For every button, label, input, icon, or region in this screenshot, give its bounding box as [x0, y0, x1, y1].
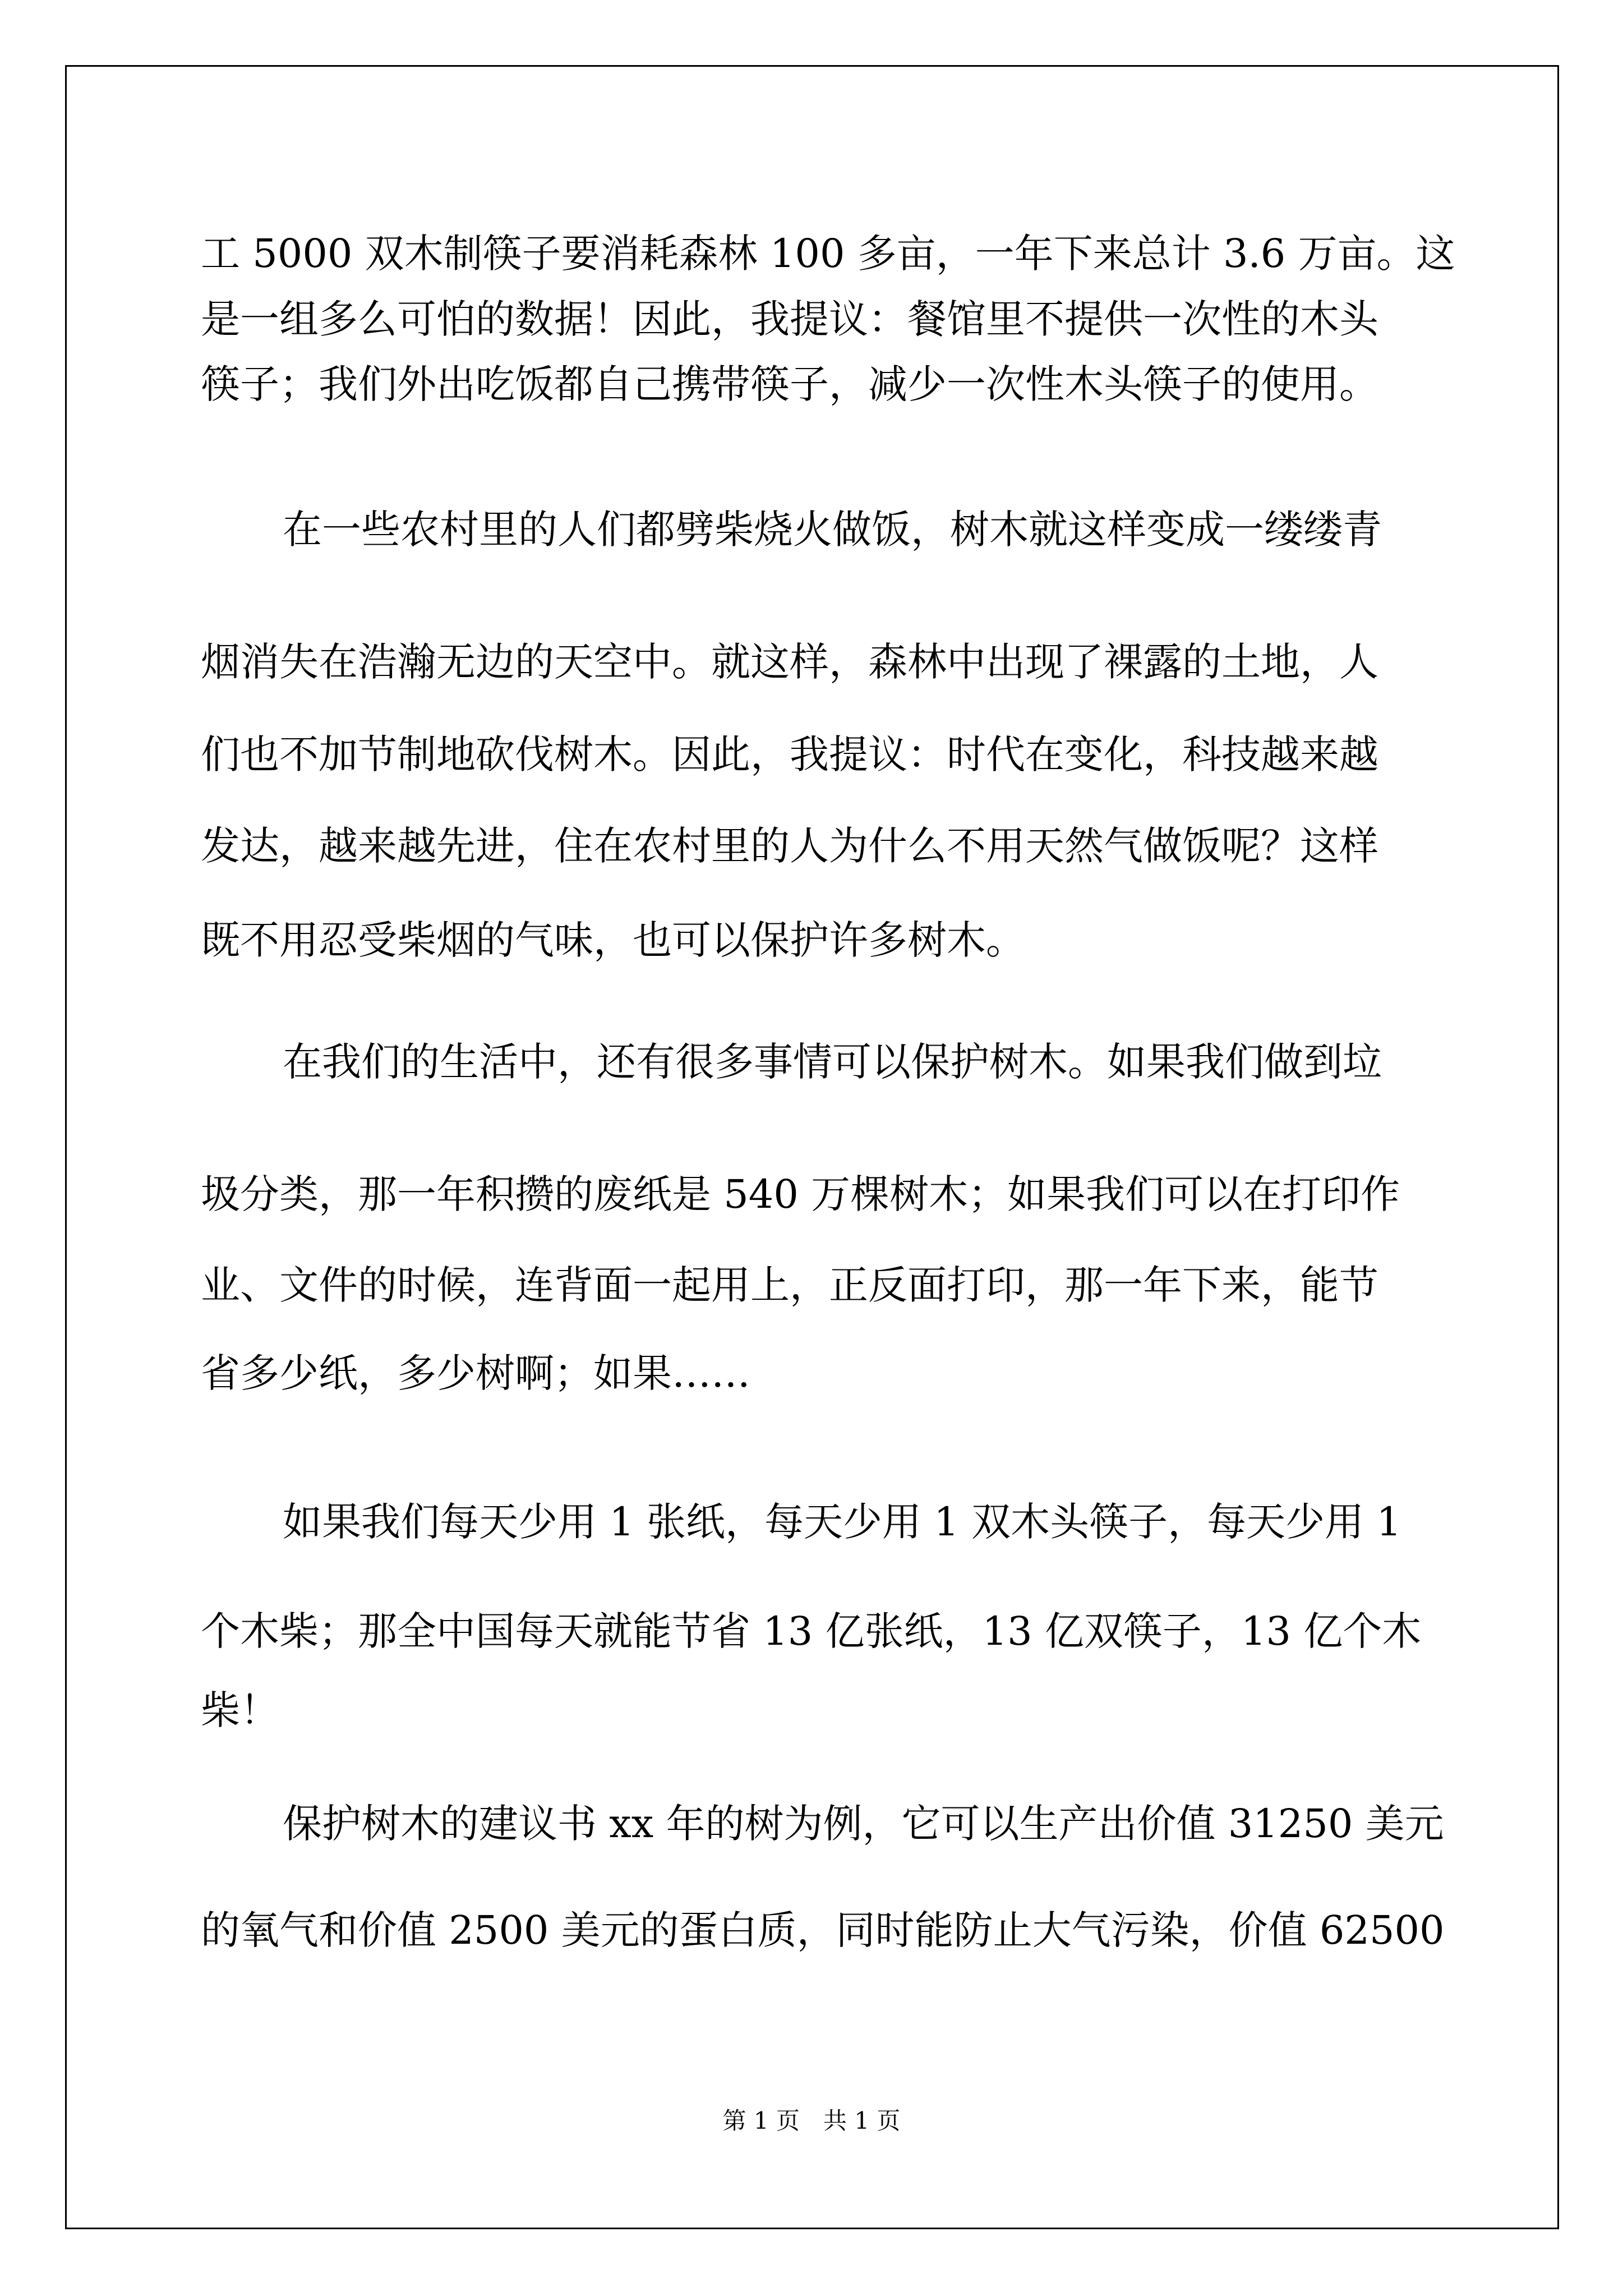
text-line: 如果我们每天少用 1 张纸，每天少用 1 双木头筷子，每天少用 1 — [283, 1499, 1401, 1545]
text-line: 既不用忍受柴烟的气味，也可以保护许多树木。 — [201, 917, 1025, 963]
text-line: 们也不加节制地砍伐树木。因此，我提议：时代在变化，科技越来越 — [201, 731, 1378, 777]
text-line: 工 5000 双木制筷子要消耗森林 100 多亩，一年下来总计 3.6 万亩。这 — [201, 231, 1455, 277]
text-line: 在一些农村里的人们都劈柴烧火做饭，树木就这样变成一缕缕青 — [283, 507, 1382, 553]
page-number-footer: 第 1 页 共 1 页 — [722, 2107, 901, 2134]
text-line: 烟消失在浩瀚无边的天空中。就这样，森林中出现了裸露的土地，人 — [201, 639, 1378, 685]
text-line: 个木柴；那全中国每天就能节省 13 亿张纸，13 亿双筷子，13 亿个木 — [201, 1608, 1422, 1654]
text-line: 在我们的生活中，还有很多事情可以保护树木。如果我们做到垃 — [283, 1039, 1382, 1085]
text-line: 发达，越来越先进，住在农村里的人为什么不用天然气做饭呢？这样 — [201, 823, 1378, 869]
text-line: 保护树木的建议书 xx 年的树为例，它可以生产出价值 31250 美元 — [283, 1801, 1444, 1847]
text-line: 省多少纸，多少树啊；如果…… — [201, 1350, 750, 1396]
text-line: 业、文件的时候，连背面一起用上，正反面打印，那一年下来，能节 — [201, 1262, 1378, 1308]
text-line: 圾分类，那一年积攒的废纸是 540 万棵树木；如果我们可以在打印作 — [201, 1171, 1400, 1217]
text-line: 的氧气和价值 2500 美元的蛋白质，同时能防止大气污染，价值 62500 — [201, 1907, 1445, 1953]
text-line: 是一组多么可怕的数据！因此，我提议：餐馆里不提供一次性的木头 — [201, 296, 1378, 342]
text-line: 柴！ — [201, 1687, 279, 1733]
text-line: 筷子；我们外出吃饭都自己携带筷子，减少一次性木头筷子的使用。 — [201, 361, 1378, 407]
